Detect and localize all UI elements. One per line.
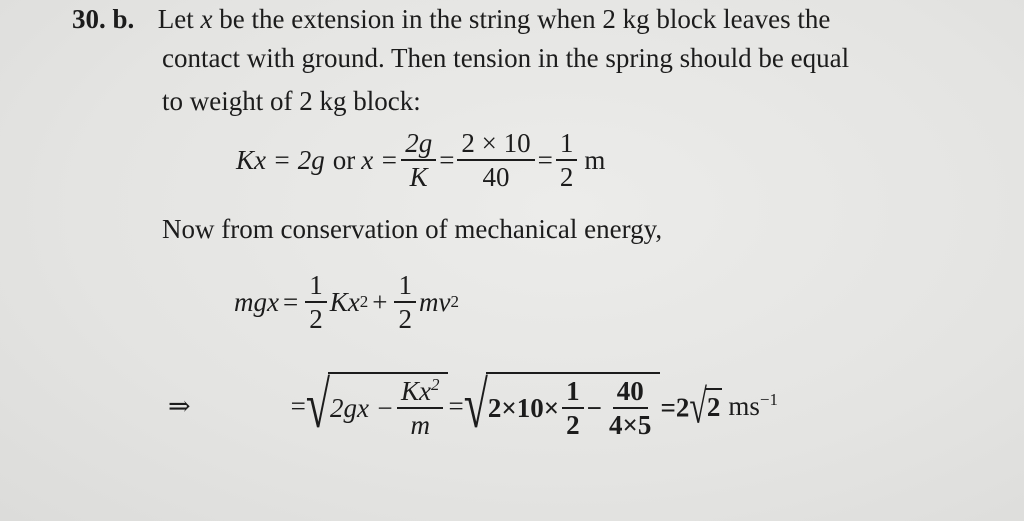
sqrt2-term: 2×10× xyxy=(487,392,560,423)
problem-text-part1: Let xyxy=(157,4,194,34)
conservation-text: Now from conservation of mechanical energy, xyxy=(162,214,663,244)
eq1-or: or xyxy=(332,144,356,175)
minus-sign: − xyxy=(586,392,603,423)
equation-energy: mgx = $\frac{1}{2}$ Kx 2 + $\frac{1}{2}$ mv 2 xyxy=(234,270,459,334)
fraction-half-2: $\frac{1}{2}$ xyxy=(394,270,416,334)
sqrt-expression-1: √ 2gx − $\frac{Kx^2}{m}$ xyxy=(306,372,449,440)
eq1-lhs: Kx = 2g xyxy=(236,144,325,175)
equation-velocity: ⇒ = √ 2gx − $\frac{Kx^2}{m}$ = √ 2×10× $\frac{1}{2}$ − $\frac{40}{4\times 5}$ =2 √ 2 $ms^{-1}$ xyxy=(168,368,778,442)
fraction-one-half: $\frac{1}{2}$ xyxy=(556,128,578,192)
velocity-unit: $ms^{-1}$ xyxy=(728,389,778,421)
sqrt-expression-2: √ 2×10× $\frac{1}{2}$ − $\frac{40}{4\times 5}$ xyxy=(464,372,661,440)
fraction-kx2-over-m: $\frac{Kx^2}{m}$ xyxy=(397,376,444,440)
problem-line-1 xyxy=(72,3,830,35)
fraction-half-1: $\frac{1}{2}$ xyxy=(305,270,327,334)
eq1-unit: m xyxy=(584,144,606,175)
result: =2 √ 2 xyxy=(660,378,721,433)
term-mv: mv xyxy=(418,286,451,317)
problem-line-2: contact with ground. Then tension in the spring should be equal xyxy=(162,43,850,73)
term-kx: Kx xyxy=(329,286,360,317)
fraction-1-over-2: $\frac{1}{2}$ xyxy=(562,376,584,440)
problem-line-3: to weight of 2 kg block: xyxy=(162,86,421,116)
eq2-lhs: mgx xyxy=(234,286,279,317)
variable-x: x xyxy=(200,4,213,34)
problem-text-part2: be the extension in the string when 2 kg block leaves the xyxy=(219,4,831,34)
plus-sign: + xyxy=(372,286,388,317)
fraction-40-over-4x5: $\frac{40}{4\times 5}$ xyxy=(609,376,652,440)
implies-arrow: ⇒ xyxy=(168,390,191,421)
sqrt1-term: 2gx − xyxy=(330,392,394,423)
equation-tension: Kx = 2g or x = $\frac{2g}{K}$ = $\frac{2 \times 10}{40}$ = $\frac{1}{2}$ m xyxy=(236,128,606,192)
fraction-2g-over-k: $\frac{2g}{K}$ xyxy=(401,128,436,192)
eq1-x-eq: x = xyxy=(361,144,399,175)
problem-number: 30. b. xyxy=(72,4,135,34)
fraction-20-over-40: $\frac{2 \times 10}{40}$ xyxy=(457,128,534,192)
